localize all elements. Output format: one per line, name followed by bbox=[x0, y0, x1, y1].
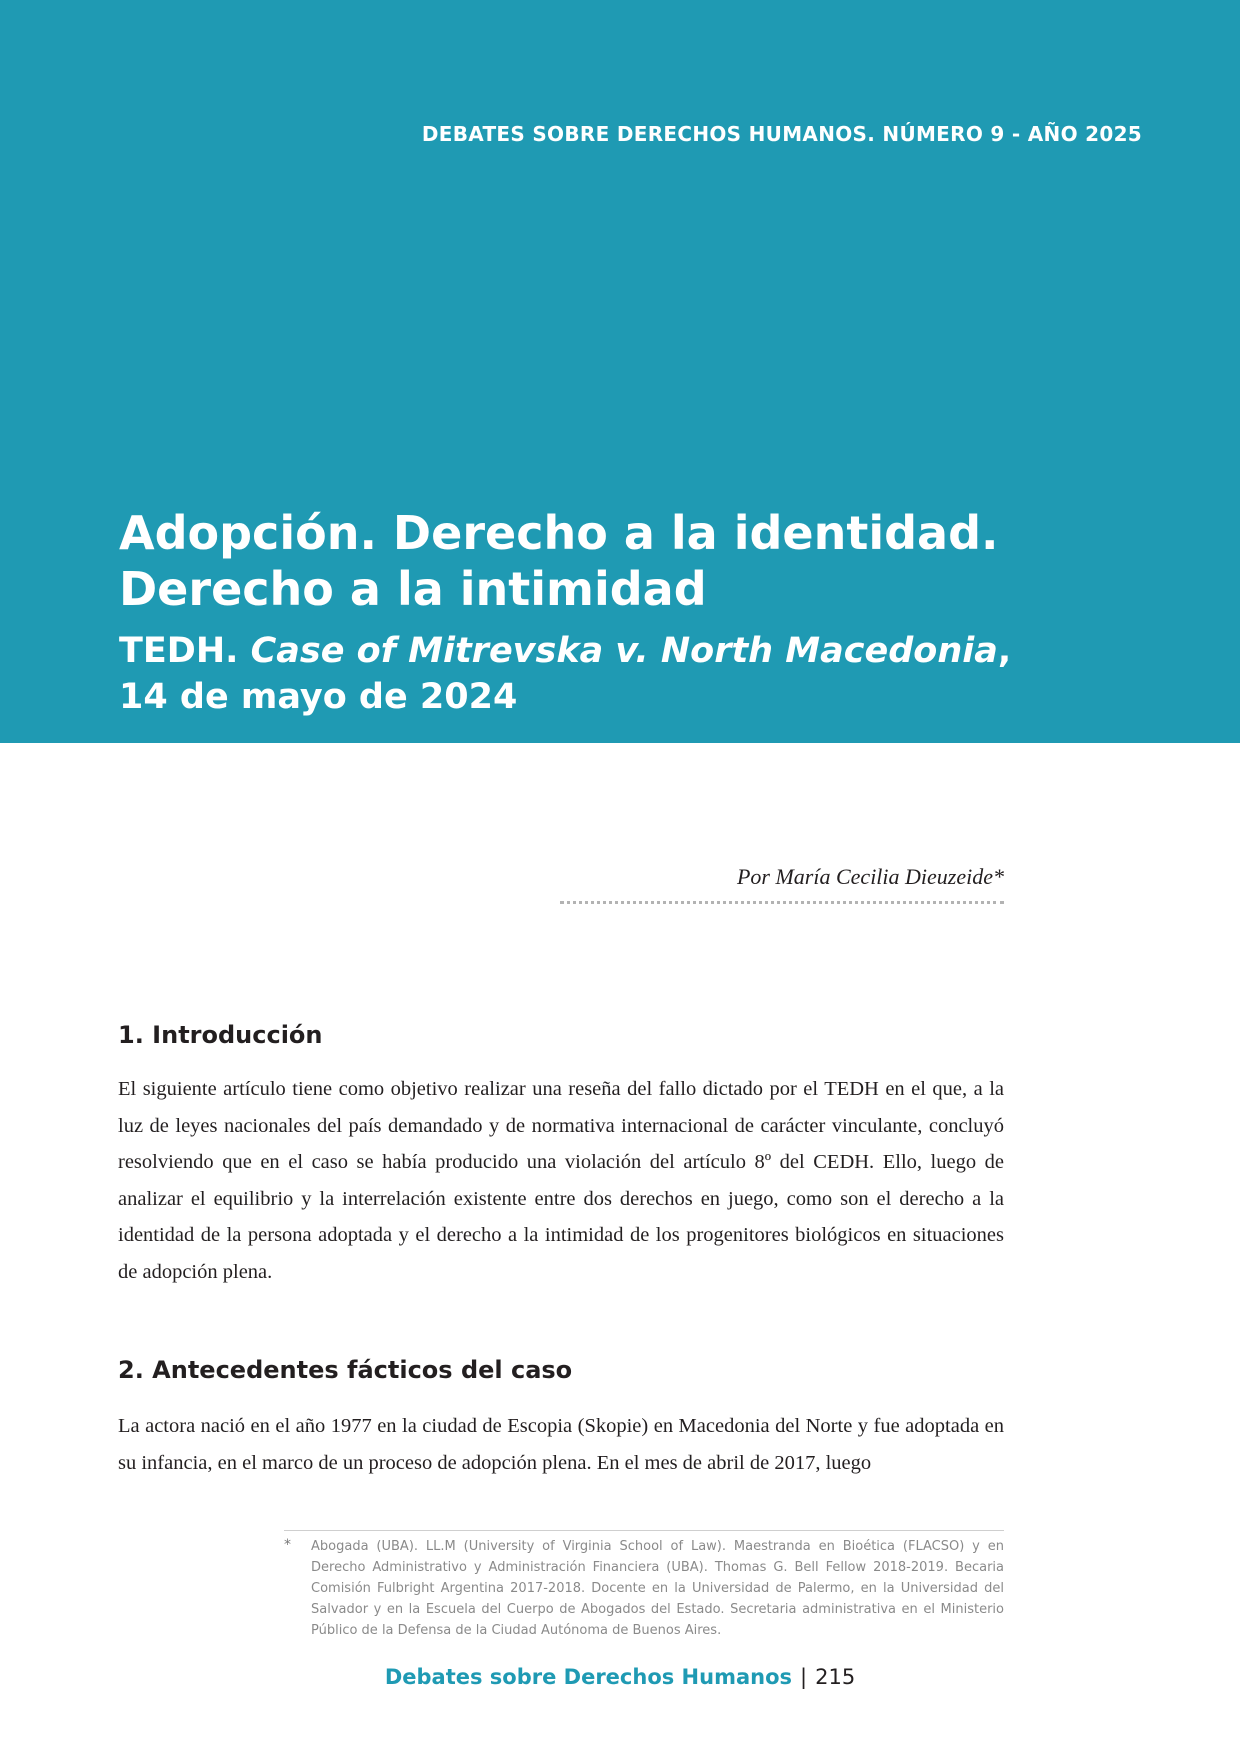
dotted-divider bbox=[560, 901, 1004, 904]
footer-journal-name: Debates sobre Derechos Humanos bbox=[384, 1665, 793, 1689]
paragraph-antecedentes: La actora nació en el año 1977 en la ciudad de Escopia (Skopie) en Macedonia del Norte y fue adoptada en su infancia, en el marco de un proceso de adopción plena. En el mes de abril de 2017, luego bbox=[118, 1415, 1004, 1474]
footnote-marker: * bbox=[284, 1537, 291, 1553]
page-footer bbox=[0, 1665, 1240, 1689]
paragraph-introduccion: El siguiente artículo tiene como objetivo realizar una reseña del fallo dictado por el TEDH en el que, a la luz de leyes nacionales del país demandado y de normativa internacional de carácter vinculante, concluyó resolviendo que en el caso se había producido una violación del artículo 8º del CEDH. Ello, luego de analizar el equilibrio y la interrelación existente entre dos derechos en juego, como son el derecho a la identidad de la persona adoptada y el derecho a la intimidad de los progenitores biológicos en situaciones de adopción plena. bbox=[118, 1078, 1004, 1283]
judgment-date: 14 de mayo de 2024 bbox=[119, 677, 518, 717]
footer-separator: | bbox=[800, 1665, 808, 1689]
article-title: Adopción. Derecho a la identidad. Derecho a la intimidad bbox=[119, 506, 999, 616]
header-banner bbox=[0, 0, 1240, 743]
section-heading-introduccion: 1. Introducción bbox=[118, 1021, 323, 1049]
article-subtitle bbox=[119, 628, 1119, 720]
section-heading-antecedentes: 2. Antecedentes fácticos del caso bbox=[118, 1356, 573, 1384]
series-header: DEBATES SOBRE DERECHOS HUMANOS. NÚMERO 9 - AÑO 2025 bbox=[421, 122, 1142, 146]
author-byline: Por María Cecilia Dieuzeide* bbox=[736, 864, 1004, 889]
page-number: 215 bbox=[815, 1665, 856, 1689]
footnote-text: Abogada (UBA). LL.M (University of Virginia School of Law). Maestranda en Bioética (FLACSO) y en Derecho Administrativo y Administración Financiera (UBA). Thomas G. Bell Fellow 2018-2019. Becaria Comisión Fulbright Argentina 2017-2018. Docente en la Universidad de Palermo, en la Universidad del Salvador y en la Escuela del Cuerpo de Abogados del Estado. Secretaria administrativa en el Ministerio Público de la Defensa de la Ciudad Autónoma de Buenos Aires. bbox=[311, 1539, 1004, 1638]
case-name: Case of Mitrevska v. North Macedonia bbox=[250, 631, 998, 671]
court-abbreviation: TEDH. bbox=[119, 631, 251, 671]
subtitle-comma: , bbox=[997, 631, 1012, 671]
footnote-divider bbox=[284, 1530, 1004, 1531]
